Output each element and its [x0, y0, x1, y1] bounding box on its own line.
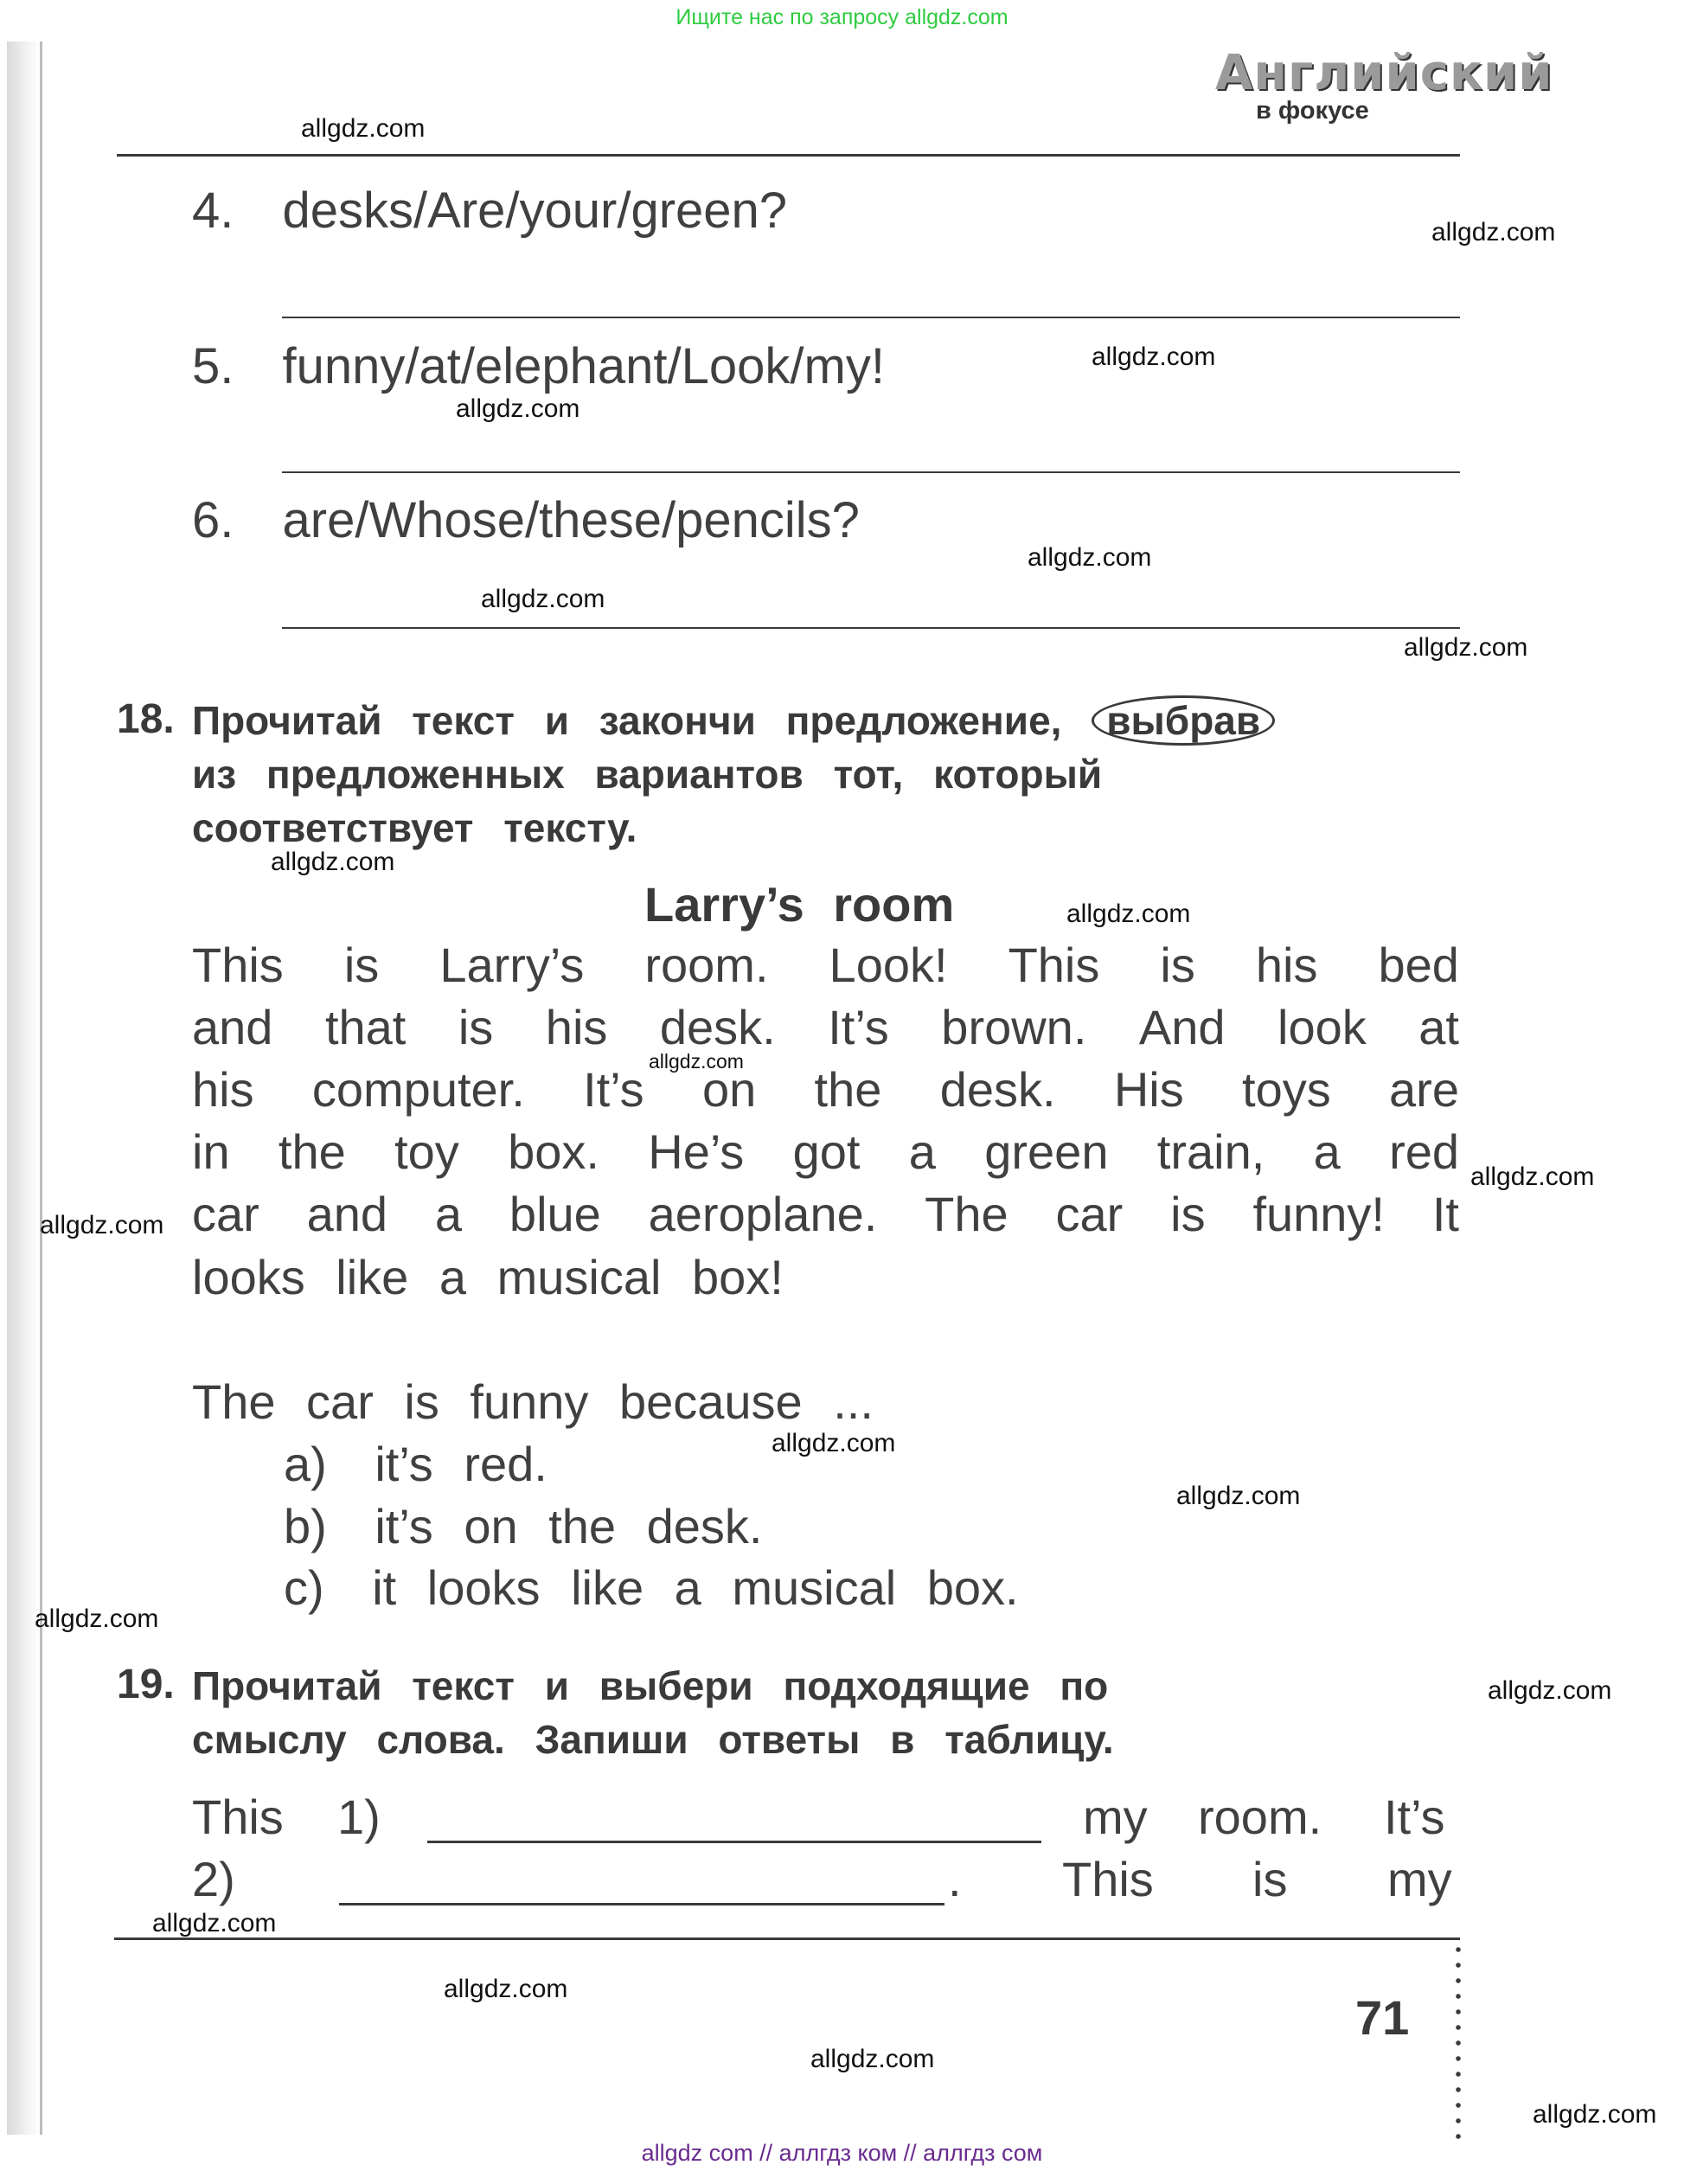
story-word: This	[192, 938, 284, 992]
blank-1[interactable]	[427, 1841, 1041, 1843]
story-word: His	[1113, 1062, 1184, 1117]
word-its: It’s	[1384, 1790, 1445, 1844]
watermark: allgdz.com	[1488, 1676, 1612, 1705]
word-room: room.	[1198, 1790, 1322, 1844]
answer-line-5[interactable]	[282, 471, 1460, 473]
option-c[interactable]	[284, 1560, 1019, 1616]
word-my: my	[1083, 1790, 1148, 1844]
story-word: his	[1255, 938, 1318, 992]
story-word: green	[984, 1124, 1109, 1179]
book-spine-edge	[40, 42, 42, 2135]
watermark: allgdz.com	[481, 585, 605, 613]
blank-2[interactable]	[339, 1903, 944, 1905]
story-word: toy	[394, 1124, 459, 1179]
story-word: look	[1277, 1000, 1367, 1054]
book-spine-shadow	[7, 42, 40, 2135]
circled-word: выбрав	[1092, 695, 1275, 746]
story-word: computer.	[311, 1062, 525, 1117]
watermark: allgdz.com	[301, 114, 426, 143]
option-label: b)	[284, 1499, 327, 1553]
word-this: This	[192, 1790, 284, 1844]
exercise-number: 4.	[192, 183, 234, 239]
story-word: his	[545, 1000, 608, 1054]
story-title: Larry’s room	[644, 877, 955, 932]
story-word: It’s	[828, 1000, 889, 1054]
story-word: in	[192, 1124, 230, 1179]
option-text: it’s red.	[375, 1437, 547, 1491]
story-line	[192, 1186, 1459, 1242]
watermark: allgdz.com	[1404, 633, 1528, 662]
exercise-4	[192, 182, 787, 240]
story-word: is	[343, 938, 380, 992]
footer-links[interactable]: allgdz com // аллгдз ком // аллгдз сом	[641, 2140, 1043, 2166]
watermark: allgdz.com	[271, 848, 395, 876]
blank-2-number: 2)	[192, 1852, 235, 1906]
story-line	[192, 1124, 1459, 1180]
story-word: that	[324, 1000, 407, 1054]
story-word: It	[1431, 1187, 1459, 1241]
story-word: And	[1138, 1000, 1226, 1054]
exercise-number: 6.	[192, 492, 234, 548]
story-word: toys	[1242, 1062, 1331, 1117]
watermark: allgdz.com	[1028, 543, 1152, 572]
story-word: at	[1418, 1000, 1459, 1054]
page-number: 71	[1355, 1990, 1410, 2045]
exercise-6	[192, 491, 860, 549]
option-label: c)	[284, 1560, 324, 1615]
watermark: allgdz.com	[35, 1604, 159, 1633]
answer-line-4[interactable]	[282, 317, 1460, 318]
watermark-small: allgdz.com	[649, 1050, 744, 1073]
watermark: allgdz.com	[152, 1909, 277, 1937]
logo-subtitle: в фокусе	[1256, 97, 1369, 125]
perforation-dots	[1455, 1942, 1462, 2141]
footer-rule	[114, 1937, 1460, 1940]
watermark: allgdz.com	[444, 1975, 568, 2003]
story-line	[192, 999, 1459, 1055]
watermark: allgdz.com	[1533, 2100, 1657, 2129]
watermark: allgdz.com	[1470, 1162, 1595, 1191]
task-18-line-3: соответствует тексту.	[192, 805, 637, 850]
option-text: it’s on the desk.	[375, 1499, 763, 1553]
story-word: The	[925, 1187, 1008, 1241]
question: The car is funny because ...	[192, 1374, 874, 1429]
story-word: got	[792, 1124, 861, 1179]
word-my-2: my	[1387, 1852, 1452, 1906]
story-word: car	[1055, 1187, 1124, 1241]
story-word: the	[278, 1124, 346, 1179]
answer-line-6[interactable]	[282, 627, 1460, 629]
story-word: and	[306, 1187, 388, 1241]
task-19-number: 19.	[117, 1662, 175, 1707]
story-word: are	[1389, 1062, 1459, 1117]
story-line	[192, 937, 1459, 993]
story-word: his	[192, 1062, 254, 1117]
story-word: a	[1313, 1124, 1341, 1179]
top-banner[interactable]: Ищите нас по запросу allgdz.com	[676, 5, 1008, 29]
story-line	[192, 1061, 1459, 1118]
story-word: is	[458, 1000, 494, 1054]
exercise-text: desks/Are/your/green?	[282, 183, 788, 239]
story-word: Look!	[829, 938, 948, 992]
exercise-5	[192, 337, 885, 395]
exercise-number: 5.	[192, 338, 234, 394]
exercise-text: funny/at/elephant/Look/my!	[282, 338, 885, 394]
watermark: allgdz.com	[1092, 343, 1216, 371]
task-18-instructions	[192, 694, 1472, 855]
story-word: Larry’s	[439, 938, 585, 992]
task-19-line-2: смыслу слова. Запиши ответы в таблицу.	[192, 1717, 1114, 1762]
logo-title: Английский	[1215, 45, 1553, 101]
watermark: allgdz.com	[1431, 218, 1556, 247]
word-is: is	[1252, 1852, 1288, 1906]
option-a[interactable]	[284, 1436, 547, 1492]
watermark: allgdz.com	[772, 1429, 896, 1457]
task-19-line-1: Прочитай текст и выбери подходящие по	[192, 1663, 1109, 1708]
task-18-line-1: Прочитай текст и закончи предложение,	[192, 698, 1062, 743]
header-rule	[117, 154, 1460, 157]
story-last-line: looks like a musical box!	[192, 1250, 784, 1304]
story-word: red	[1389, 1124, 1459, 1179]
watermark: allgdz.com	[1176, 1482, 1301, 1510]
word-this-2: This	[1062, 1852, 1154, 1906]
option-b[interactable]	[284, 1498, 762, 1554]
watermark: allgdz.com	[810, 2045, 935, 2073]
story-word: is	[1160, 938, 1195, 992]
story-word: It’s	[583, 1062, 644, 1117]
story-word: blue	[509, 1187, 601, 1241]
story-word: box.	[508, 1124, 599, 1179]
story-word: and	[192, 1000, 273, 1054]
task-18-line-2: из предложенных вариантов тот, который	[192, 752, 1103, 797]
story-word: This	[1008, 938, 1100, 992]
story-word: the	[814, 1062, 882, 1117]
task-19-instructions	[192, 1659, 1472, 1766]
watermark: allgdz.com	[456, 394, 580, 423]
story-word: desk.	[659, 1000, 776, 1054]
story-word: on	[701, 1062, 757, 1117]
story-word: bed	[1378, 938, 1459, 992]
watermark: allgdz.com	[1066, 900, 1191, 928]
story-word: brown.	[941, 1000, 1087, 1054]
blank-1-number: 1)	[337, 1790, 381, 1844]
task-18-number: 18.	[117, 696, 175, 742]
exercise-text: are/Whose/these/pencils?	[282, 492, 860, 548]
sentence-period: .	[948, 1852, 962, 1906]
story-word: train,	[1156, 1124, 1265, 1179]
story-word: is	[1170, 1187, 1206, 1241]
story-word: funny!	[1252, 1187, 1385, 1241]
story-word: car	[192, 1187, 259, 1241]
story-word: He’s	[648, 1124, 745, 1179]
story-word: aeroplane.	[648, 1187, 878, 1241]
option-text: it looks like a musical box.	[372, 1560, 1019, 1615]
option-label: a)	[284, 1437, 327, 1491]
story-word: room.	[644, 938, 769, 992]
story-word: a	[908, 1124, 936, 1179]
story-word: a	[434, 1187, 463, 1241]
watermark: allgdz.com	[40, 1211, 164, 1239]
story-word: desk.	[939, 1062, 1056, 1117]
